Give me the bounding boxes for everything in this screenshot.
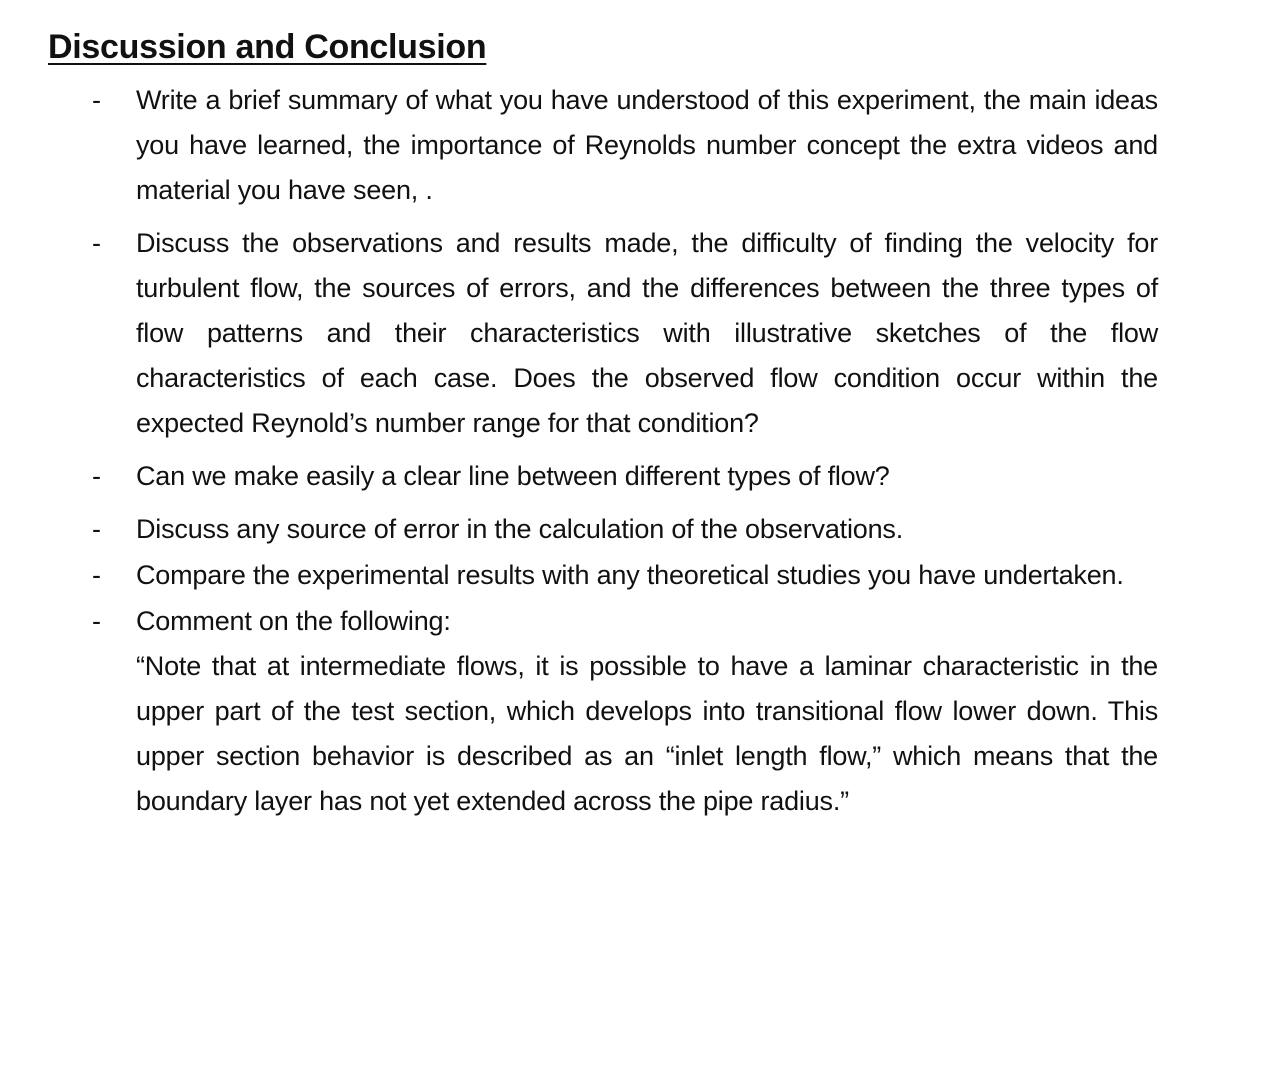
bullet-list [0,78,1280,824]
list-item-text: Compare the experimental results with any theoretical studies you have undertaken. [136,560,1124,590]
bullet-dash: - [92,560,101,590]
list-item-text: Can we make easily a clear line between different types of flow? [136,461,890,491]
section-heading: Discussion and Conclusion [48,28,487,66]
bullet-dash: - [92,606,101,636]
bullet-dash: - [92,228,101,258]
list-item-text: Comment on the following: [136,606,451,636]
list-item-text: Write a brief summary of what you have understood of this experiment, the main ideas you have learned, the importance of Reynolds number concept the extra videos and material you have seen, . [136,85,1158,205]
list-item [0,78,1280,213]
list-item [0,507,1280,552]
list-item [0,553,1280,598]
quoted-passage: “Note that at intermediate flows, it is possible to have a laminar characteristic in the upper part of the test section, which develops into transitional flow lower down. This upper section behavior is described as an “inlet length flow,” which means that the boundary layer has not yet extended across the pipe radius.” [136,651,1158,816]
list-item [0,454,1280,499]
bullet-dash: - [92,461,101,491]
bullet-dash: - [92,85,101,115]
list-item-text: Discuss the observations and results made, the difficulty of finding the velocity for turbulent flow, the sources of errors, and the differences between the three types of flow patterns and their characteristics with illustrative sketches of the flow characteristics of each case. Does the observed flow condition occur within the expected Reynold’s number range for that condition? [136,228,1158,438]
list-item [0,221,1280,446]
bullet-dash: - [92,514,101,544]
list-item-text: Discuss any source of error in the calculation of the observations. [136,514,903,544]
list-item [0,599,1280,644]
